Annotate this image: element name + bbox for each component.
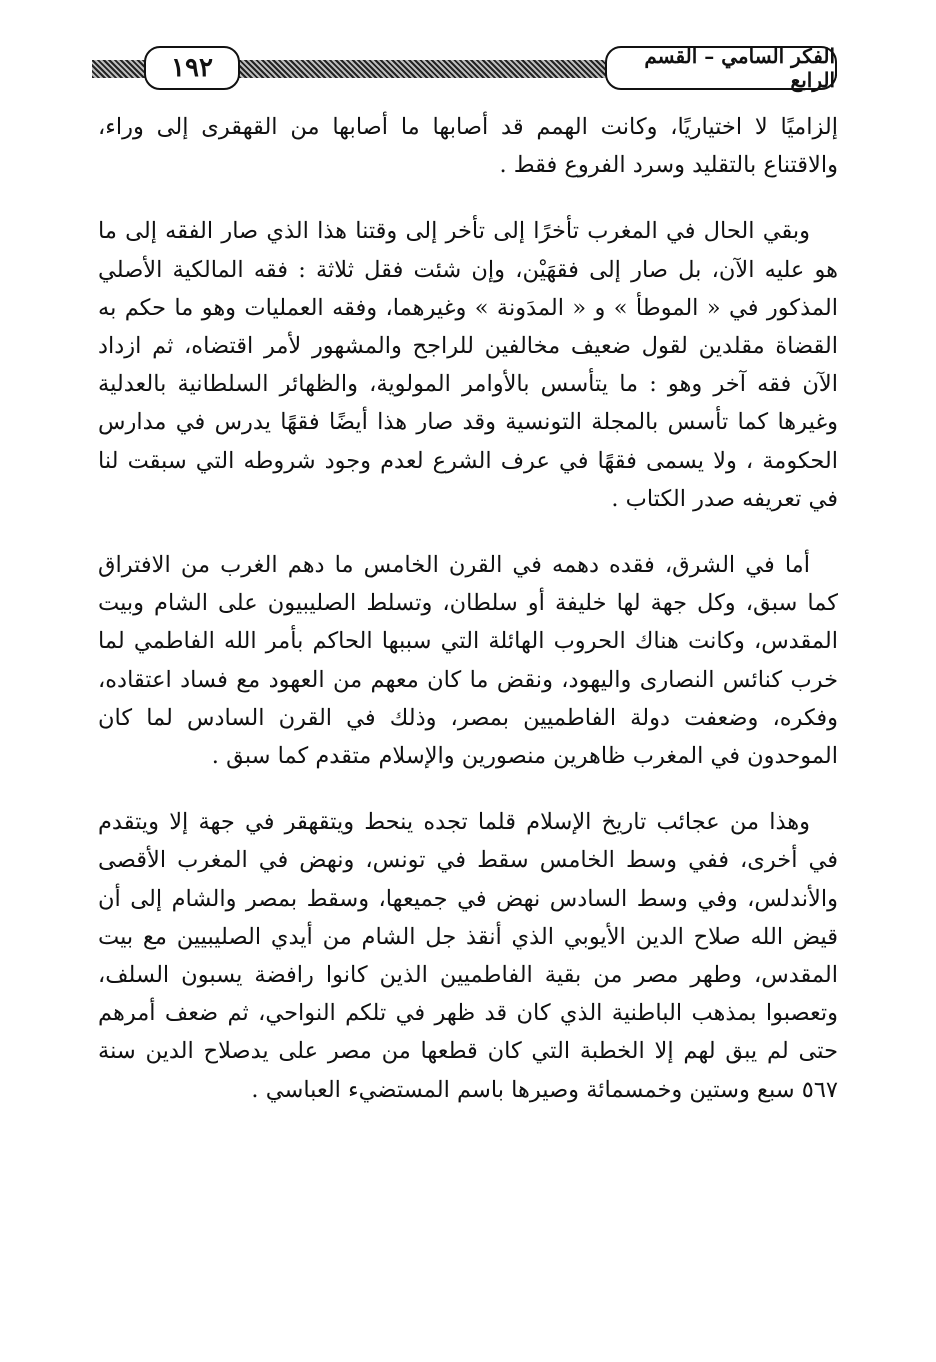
body-text [98,108,838,1109]
page-number: ١٩٢ [171,53,213,83]
paragraph-1: إلزاميًا لا اختياريًا، وكانت الهمم قد أصابها ما أصابها من القهقرى إلى وراء، والاقتناع بالتقليد وسرد الفروع فقط . [98,114,838,179]
page-number-box [144,46,240,90]
header-title: الفكر السامي – القسم الرابع [644,44,835,92]
paragraph-2: وبقي الحال في المغرب تأخرًا إلى تأخر إلى وقتنا هذا الذي صار الفقه إلى ما هو عليه الآن، بل صار إلى فقهَيْن، وإن شئت فقل ثلاثة : فقه المالكية الأصلي المذكور في « الموطأ » و « المدَونة » وغيرهما، وفقه العمليات وهو ما حكم به القضاة مقلدين لقول ضعيف مخالفين للراجح والمشهور لأمر اقتضاه، ثم ازداد الآن فقه آخر وهو : ما يتأسس بالأوامر المولوية، والظهائر السلطانية بالعدلية وغيرها كما تأسس بالمجلة التونسية وقد صار هذا أيضًا فقهًا يدرس في مدارس الحكومة ، ولا يسمى فقهًا في عرف الشرع لعدم وجود شروطه التي سبقت لنا في تعريفه صدر الكتاب . [98,218,838,512]
paragraph-4: وهذا من عجائب تاريخ الإسلام قلما تجده ينحط ويتقهقر في جهة إلا ويتقدم في أخرى، ففي وسط الخامس سقط في تونس، ونهض في المغرب الأقصى والأندلس، وفي وسط السادس نهض في جميعها، وسقط بمصر والشام إلى أن قيض الله صلاح الدين الأيوبي الذي أنقذ جل الشام من أيدي الصليبيين مع بيت المقدس، وطهر مصر من بقية الفاطميين الذين كانوا رافضة يسبون السلف، وتعصبوا بمذهب الباطنية الذي كان قد ظهر في تلكم النواحي، ثم ضعف أمرهم حتى لم يبق لهم إلا الخطبة التي كان قطعها من مصر على يدصلاح الدين سنة ٥٦٧ سبع وستين وخمسمائة وصيرها باسم المستضيء العباسي . [98,809,838,1103]
running-header [92,44,837,94]
header-title-box [605,46,837,90]
paragraph-3: أما في الشرق، فقده دهمه في القرن الخامس ما دهم الغرب من الافتراق كما سبق، وكل جهة لها خليفة أو سلطان، وتسلط الصليبيون على الشام وبيت المقدس، وكانت هناك الحروب الهائلة التي سببها الحاكم بأمر الله الفاطمي لما خرب كنائس النصارى واليهود، ونقض ما كان معهم من العهود مع فساد اعتقاده، وفكره، وضعفت دولة الفاطميين بمصر، وذلك في القرن السادس لما كان الموحدون في المغرب ظاهرين منصورين والإسلام متقدم كما سبق . [98,552,838,770]
